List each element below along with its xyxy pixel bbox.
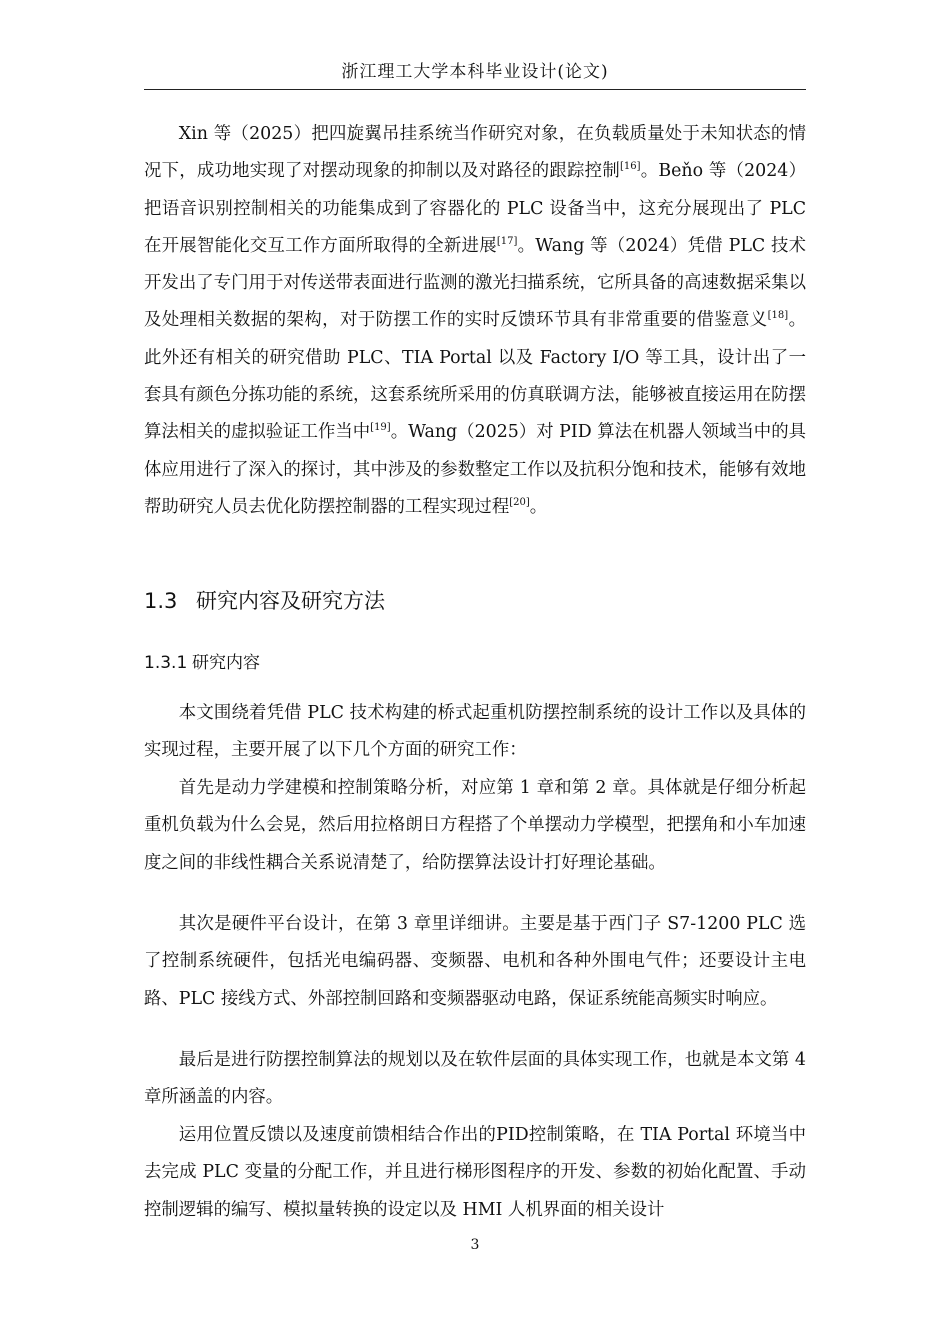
paragraph-text: 。 (529, 496, 548, 517)
citation-20[interactable]: [20] (509, 496, 530, 508)
body-paragraph-6: 运用位置反馈以及速度前馈相结合作出的PID控制策略，在 TIA Portal 环境当中去完成 PLC 变量的分配工作，并且进行梯形图程序的开发、参数的初始化配置、手动控制逻辑的编写、模拟量转换的设定以及 HMI 人机界面的相关设计 (144, 1125, 806, 1220)
page-number: 3 (470, 1237, 480, 1253)
body-paragraph-2: 本文围绕着凭借 PLC 技术构建的桥式起重机防摆控制系统的设计工作以及具体的实现过程，主要开展了以下几个方面的研究工作： (144, 703, 806, 761)
subsection-number: 1.3.1 (144, 653, 188, 673)
paragraph-text: 。Beňo 等（2024）把语音识别控制相关的功能集成到了容器化的 PLC 设备当中，这充分展现出了 PLC 在开展智能化交互工作方面所取得的全新进展 (144, 161, 806, 256)
body-paragraph-3: 首先是动力学建模和控制策略分析，对应第 1 章和第 2 章。具体就是仔细分析起重机负载为什么会晃，然后用拉格朗日方程搭了个单摆动力学模型，把摆角和小车加速度之间的非线性耦合关系说清楚了，给防摆算法设计打好理论基础。 (144, 778, 806, 873)
citation-16[interactable]: [16] (619, 161, 641, 173)
paragraph-text: 。Wang（2025）对 PID 算法在机器人领域当中的具体应用进行了深入的探讨，其中涉及的参数整定工作以及抗积分饱和技术，能够有效地帮助研究人员去优化防摆控制器的工程实现过程 (144, 422, 806, 517)
section-heading (144, 581, 385, 621)
subsection-heading (144, 648, 260, 678)
body-paragraph-5: 最后是进行防摆控制算法的规划以及在软件层面的具体实现工作，也就是本文第 4 章所涵盖的内容。 (144, 1050, 806, 1108)
running-header: 浙江理工大学本科毕业设计(论文) (341, 62, 609, 82)
paragraph-text: 。Wang 等（2024）凭借 PLC 技术开发出了专门用于对传送带表面进行监测的激光扫描系统，它所具备的高速数据采集以及处理相关数据的架构，对于防摆工作的实时反馈环节具有非常重要的借鉴意义 (144, 235, 806, 331)
citation-17[interactable]: [17] (496, 235, 518, 247)
section-title: 研究内容及研究方法 (196, 589, 385, 613)
subsection-title: 研究内容 (192, 653, 260, 673)
body-paragraph-1 (144, 116, 806, 526)
paragraph-text: Xin 等（2025）把四旋翼吊挂系统当作研究对象，在负载质量处于未知状态的情况下，成功地实现了对摆动现象的抑制以及对路径的跟踪控制 (144, 124, 806, 182)
citation-19[interactable]: [19] (370, 422, 391, 434)
section-number: 1.3 (144, 589, 178, 613)
header-rule (144, 89, 806, 90)
paragraph-text: 。此外还有相关的研究借助 PLC、TIA Portal 以及 Factory I/O 等工具，设计出了一套具有颜色分拣功能的系统，这套系统所采用的仿真联调方法，能够被直接运用在防摆算法相关的虚拟验证工作当中 (144, 310, 806, 443)
body-paragraph-4: 其次是硬件平台设计，在第 3 章里详细讲。主要是基于西门子 S7-1200 PLC 选了控制系统硬件，包括光电编码器、变频器、电机和各种外围电气件；还要设计主电路、PLC 接线方式、外部控制回路和变频器驱动电路，保证系统能高频实时响应。 (144, 914, 806, 1009)
citation-18[interactable]: [18] (767, 310, 789, 322)
